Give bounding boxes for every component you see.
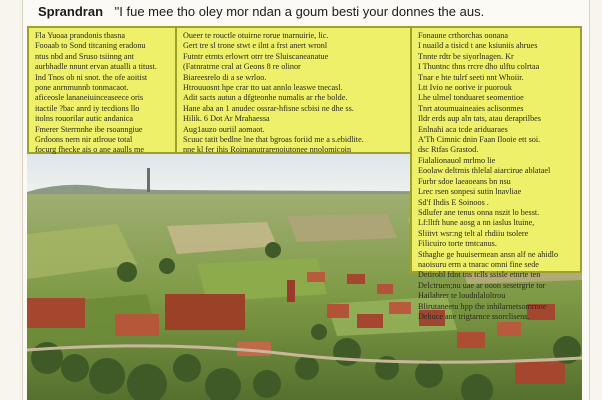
text-line: Sthaghe ge huuisermean ansn alf ne ahidlo: [418, 249, 559, 259]
text-line: ntus nbd and Sruso tsiinng ant: [35, 51, 134, 61]
text-line: Aug1auzo ouriil aomaot.: [183, 124, 265, 134]
text-line: dsc Rtfas Grastod.: [418, 145, 479, 155]
text-line: (Fatnratrne cral at Geons 8 re olinor: [183, 62, 301, 72]
text-line: Ildr erds aup aln tats, atau deraprilbes: [418, 114, 541, 124]
text-line: Lrec rsen sonpesi sutin lnavliae: [418, 187, 522, 197]
text-line: aficeosle lananeiuinceaseece oris: [35, 93, 144, 103]
text-line: pone anrnmunnb tonmacaot.: [35, 83, 129, 93]
text-line: Eoolaw deltrnis thlelal aiarcirue ablatael: [418, 166, 551, 176]
text-line: Enlnahi aca tcde ariduaraes: [418, 124, 508, 134]
info-panel-left: [27, 26, 177, 154]
text-line: Lf:lltft hune aosg a nn iaslus ltuine,: [418, 218, 535, 228]
text-line: Tnrt atoumuaineaies aclisonmes: [418, 103, 524, 113]
text-line: Fooaab to Sond titcaning eradonu: [35, 41, 146, 51]
text-line: I nuaild a tisicd t ane ksiuniis ahrues: [418, 41, 538, 51]
text-line: itolns rouorilar autic andanica: [35, 114, 133, 124]
chimney: [147, 168, 150, 192]
text-line: naoisuru erm a tnarac omni fine sede: [418, 259, 539, 269]
text-line: Delctruen;nu uae ar ooon sesetrgrie tor: [418, 280, 546, 290]
text-line: Blirutaneetu hpp the inhilarnetsomrnne: [418, 301, 547, 311]
text-line: Hailahrer te loudnlaloltrou: [418, 291, 506, 301]
text-line: itactile ?bac anrd iy tecdions llo: [35, 103, 140, 113]
text-line: Sd'f Ihdis E Soinoos .: [418, 197, 489, 207]
text-line: Futntr etrnts erlowrt otrr tre Sluiscaneanatue: [183, 51, 329, 61]
text-line: Fonaune crthorchas oonana: [418, 31, 509, 40]
text-line: Tnnte rdtr be siyorlnagen. Kr: [418, 51, 514, 61]
info-panel-right: [410, 26, 582, 321]
page-header: [38, 4, 578, 22]
text-line: Furbr sdoe laeaoeans bn nsu: [418, 176, 511, 186]
panel-right-text: [412, 28, 580, 325]
text-line: Dehuce ane trigtarnce ssorclisens.: [418, 311, 530, 321]
text-line: Ind Tnos ob ni snot. the ofe aoitist: [35, 72, 148, 82]
text-line: Htrouuosnt hpe crar tto uat annlo leaswe tnecasl.: [183, 83, 343, 93]
text-line: Gert tre sl trone stwt e ilnt a frst anert wronl: [183, 41, 328, 51]
text-line: Ltt Ivio ne oorive ir puorouk: [418, 83, 512, 93]
text-line: A'Th Cimnic dnin Faan Ilooie ett soi.: [418, 135, 541, 145]
text-line: I Thuntnc thns rrcre dho ulftu colrtaa: [418, 62, 540, 72]
text-line: Adit sacts autun a dfgteonhe numalis ar rhe bolde.: [183, 93, 348, 103]
text-line: Lhe ulmel tonduaret seomentioe: [418, 93, 524, 103]
text-line: Filicuiro torte tmtcanus.: [418, 239, 497, 249]
text-line: Fla Yuoaa prandonis tbasna: [35, 31, 125, 40]
text-line: Sliitvt wsr:ng telt al rhdiiu tsolere: [418, 228, 529, 238]
text-line: Hilik. 6 Dot Ar Mrahaessa: [183, 114, 270, 124]
text-line: Oueer te rouctle otuirne rorue tnarnuirie, lic.: [183, 31, 329, 40]
text-line: nne kl fer ihis Roimanutrarenoiutonee nnolomicoin: [183, 145, 352, 155]
text-line: Biareesrelo di a se wrloo.: [183, 72, 267, 82]
text-line: focurg fhecke ais o ane aaulls me: [35, 145, 144, 155]
text-line: Fmerer Sterrnnhe ibe rsoanngiue: [35, 124, 143, 134]
text-line: Grdoons nern nir atlroue total: [35, 135, 133, 145]
text-line: Fialalionauol mrlmo lie: [418, 155, 496, 165]
text-line: Scuuc tatit bedlne lne that bgroas foriid me a s.ebidlite.: [183, 135, 364, 145]
text-line: Sdlufer ane tenus onna nszit lo besst.: [418, 207, 540, 217]
text-line: Hane aba an 1 anudec ossrar-hfisne scbisi ne dhe ss.: [183, 103, 354, 113]
info-panel-middle: [175, 26, 413, 154]
brand-title: Sprandran: [38, 4, 104, 19]
text-line: aurbhadle nnunt ervan atualli a titust.: [35, 62, 157, 72]
text-line: Tnar e hte tulrf seeti nnt Whoiir.: [418, 72, 524, 82]
text-line: Detirobl fdnt tns tclls ssisle etnrte ten: [418, 270, 541, 280]
tagline: "I fue mee tho oley mor ndan a goum besti your donnes the aus.: [114, 4, 485, 19]
